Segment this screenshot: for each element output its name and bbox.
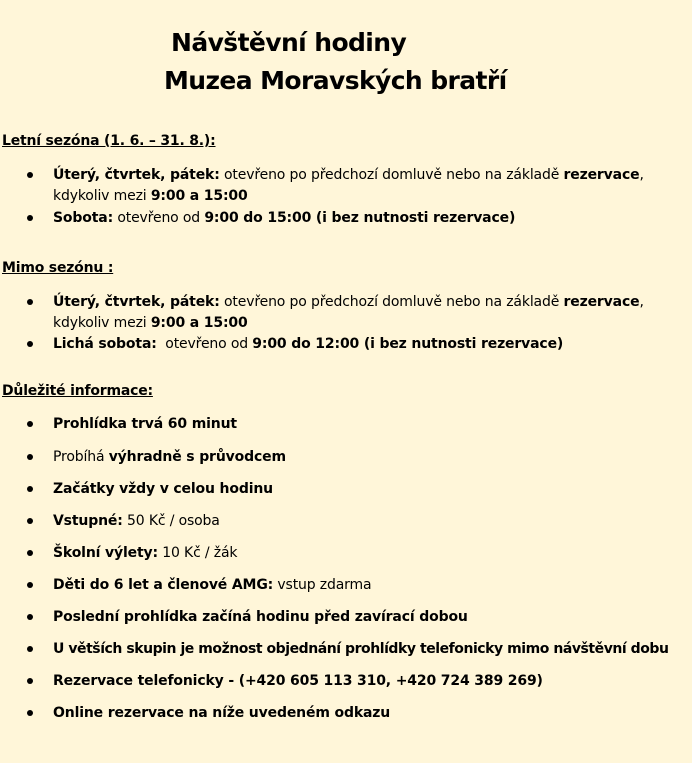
- bullet-icon: [27, 646, 33, 652]
- bullet-icon: [27, 582, 33, 588]
- bullet-icon: [27, 518, 33, 524]
- list-item: U větších skupin je možnost objednání prohlídky telefonicky mimo návštěvní dobu: [53, 639, 669, 660]
- bullet-icon: [27, 421, 33, 427]
- bullet-icon: [27, 215, 33, 221]
- list-item: Rezervace telefonicky - (+420 605 113 310, +420 724 389 269): [53, 671, 543, 692]
- list-item: Úterý, čtvrtek, pátek: otevřeno po předchozí domluvě nebo na základě rezervace, kdykoliv mezi 9:00 a 15:00: [53, 292, 644, 334]
- page-title: Návštěvní hodiny: [171, 28, 407, 57]
- bullet-icon: [27, 454, 33, 460]
- bullet-icon: [27, 172, 33, 178]
- bullet-icon: [27, 614, 33, 620]
- list-item: Začátky vždy v celou hodinu: [53, 479, 273, 500]
- bullet-icon: [27, 678, 33, 684]
- off-season-heading: Mimo sezónu :: [2, 260, 114, 276]
- list-item: Školní výlety: 10 Kč / žák: [53, 543, 237, 564]
- important-info-heading: Důležité informace:: [2, 383, 153, 399]
- list-item: Děti do 6 let a členové AMG: vstup zdarma: [53, 575, 371, 596]
- list-item: Prohlídka trvá 60 minut: [53, 414, 237, 435]
- list-item: Vstupné: 50 Kč / osoba: [53, 511, 220, 532]
- page-subtitle: Muzea Moravských bratří: [164, 66, 507, 95]
- summer-season-heading: Letní sezóna (1. 6. – 31. 8.):: [2, 133, 216, 149]
- list-item: Poslední prohlídka začíná hodinu před zavírací dobou: [53, 607, 468, 628]
- bullet-icon: [27, 550, 33, 556]
- bullet-icon: [27, 710, 33, 716]
- bullet-icon: [27, 299, 33, 305]
- bullet-icon: [27, 486, 33, 492]
- list-item: Sobota: otevřeno od 9:00 do 15:00 (i bez nutnosti rezervace): [53, 208, 515, 229]
- list-item: Probíhá výhradně s průvodcem: [53, 447, 286, 468]
- list-item: Úterý, čtvrtek, pátek: otevřeno po předchozí domluvě nebo na základě rezervace, kdykoliv mezi 9:00 a 15:00: [53, 165, 644, 207]
- list-item: Lichá sobota: otevřeno od 9:00 do 12:00 (i bez nutnosti rezervace): [53, 334, 563, 355]
- online-reservation-item: Online rezervace na níže uvedeném odkazu: [53, 703, 390, 724]
- bullet-icon: [27, 341, 33, 347]
